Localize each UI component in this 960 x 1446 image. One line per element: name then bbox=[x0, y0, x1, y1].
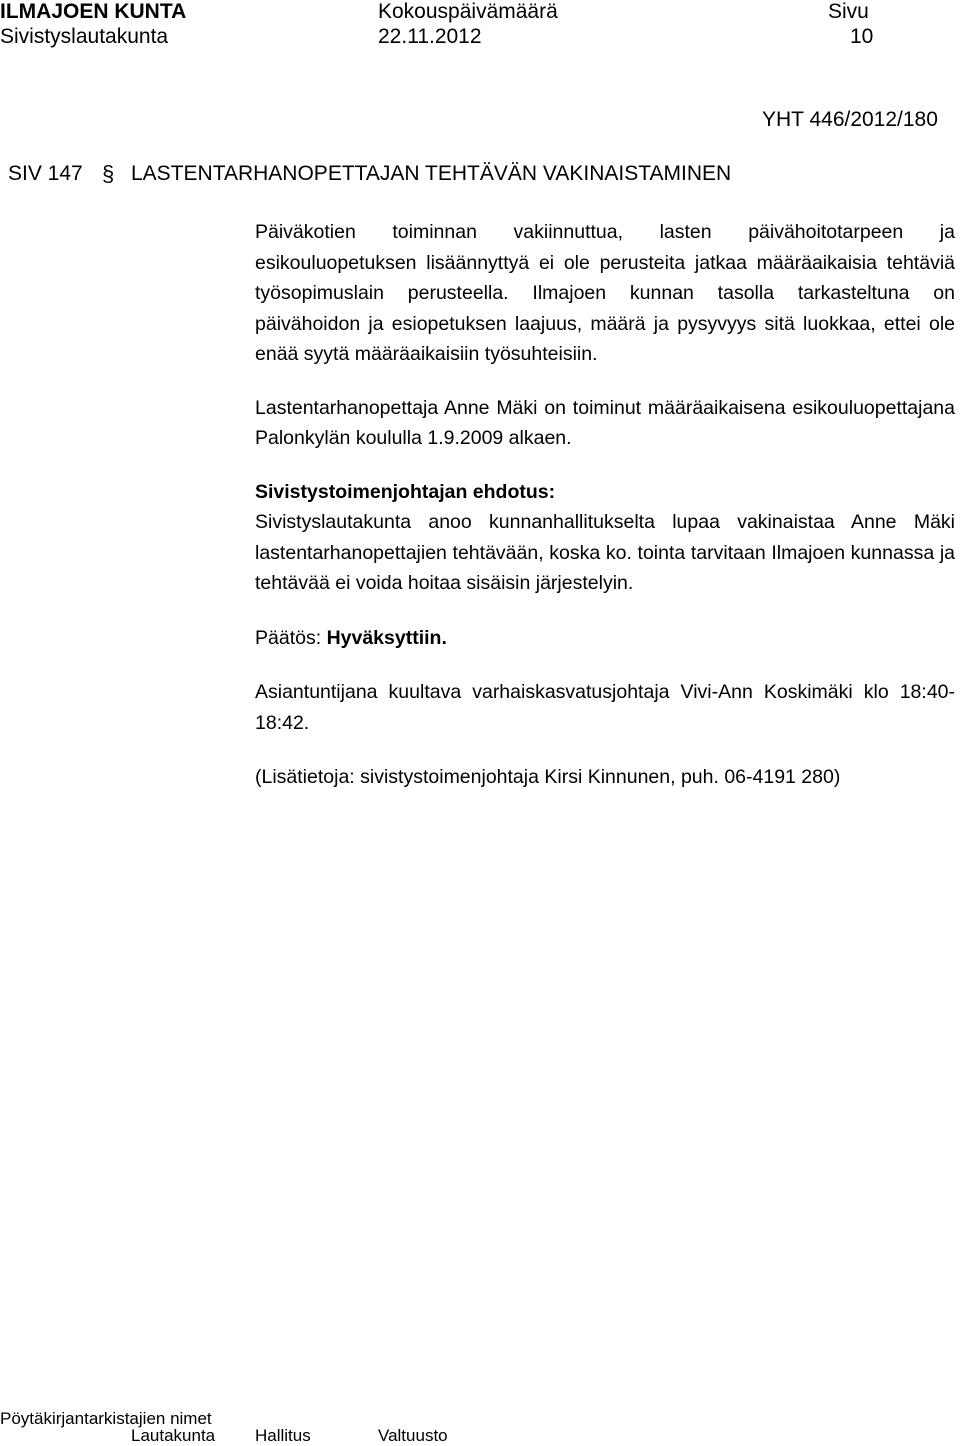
date-label: Kokouspäivämäärä bbox=[378, 0, 558, 23]
board-name: Sivistyslautakunta bbox=[0, 25, 169, 48]
decision-value: Hyväksyttiin. bbox=[326, 626, 447, 649]
decision-label: Päätös: bbox=[255, 626, 322, 649]
document-body bbox=[255, 217, 955, 793]
section-title: LASTENTARHANOPETTAJAN TEHTÄVÄN VAKINAISTAMINEN bbox=[131, 162, 732, 185]
page-label: Sivu bbox=[828, 0, 869, 23]
proposal-text: Sivistyslautakunta anoo kunnanhallitukselta lupaa vakinaistaa Anne Mäki lastentarhanopettajien tehtävään, koska ko. tointa tarvitaan Ilmajoen kunnassa ja tehtävää ei voida hoitaa sisäisin järjestelyin. bbox=[255, 511, 955, 594]
page-number: 10 bbox=[850, 25, 874, 48]
expert-statement: Asiantuntijana kuultava varhaiskasvatusjohtaja Vivi-Ann Koskimäki klo 18:40-18:42. bbox=[255, 681, 955, 734]
section-number: SIV 147 bbox=[8, 162, 83, 185]
footer-checkers-label: Pöytäkirjantarkistajien nimet bbox=[0, 1409, 212, 1428]
footer-government-label: Hallitus bbox=[255, 1426, 311, 1445]
date-value: 22.11.2012 bbox=[378, 25, 482, 48]
footer-board-label: Lautakunta bbox=[131, 1426, 216, 1445]
proposal-heading: Sivistystoimenjohtajan ehdotus: bbox=[255, 480, 556, 503]
paragraph-background: Päiväkotien toiminnan vakiinnuttua, lasten päivähoitotarpeen ja esikouluopetuksen lisäännyttyä ei ole perusteita jatkaa määräaikaisia tehtäviä työsopimuslain perusteella. Ilmajoen kunnan tasolla tarkasteltuna on päivähoidon ja esiopetuksen laajuus, määrä ja pysyvyys sitä luokkaa, ettei ole enää syytä määräaikaisiin työsuhteisiin. bbox=[255, 221, 955, 365]
footer-council-label: Valtuusto bbox=[378, 1426, 448, 1445]
decision bbox=[255, 623, 955, 654]
more-info: (Lisätietoja: sivistystoimenjohtaja Kirsi Kinnunen, puh. 06-4191 280) bbox=[255, 766, 841, 788]
case-reference: YHT 446/2012/180 bbox=[762, 108, 938, 131]
org-name: ILMAJOEN KUNTA bbox=[0, 0, 187, 23]
section-mark: § bbox=[102, 161, 115, 186]
paragraph-employee: Lastentarhanopettaja Anne Mäki on toiminut määräaikaisena esikouluopettajana Palonkylän koululla 1.9.2009 alkaen. bbox=[255, 396, 955, 449]
